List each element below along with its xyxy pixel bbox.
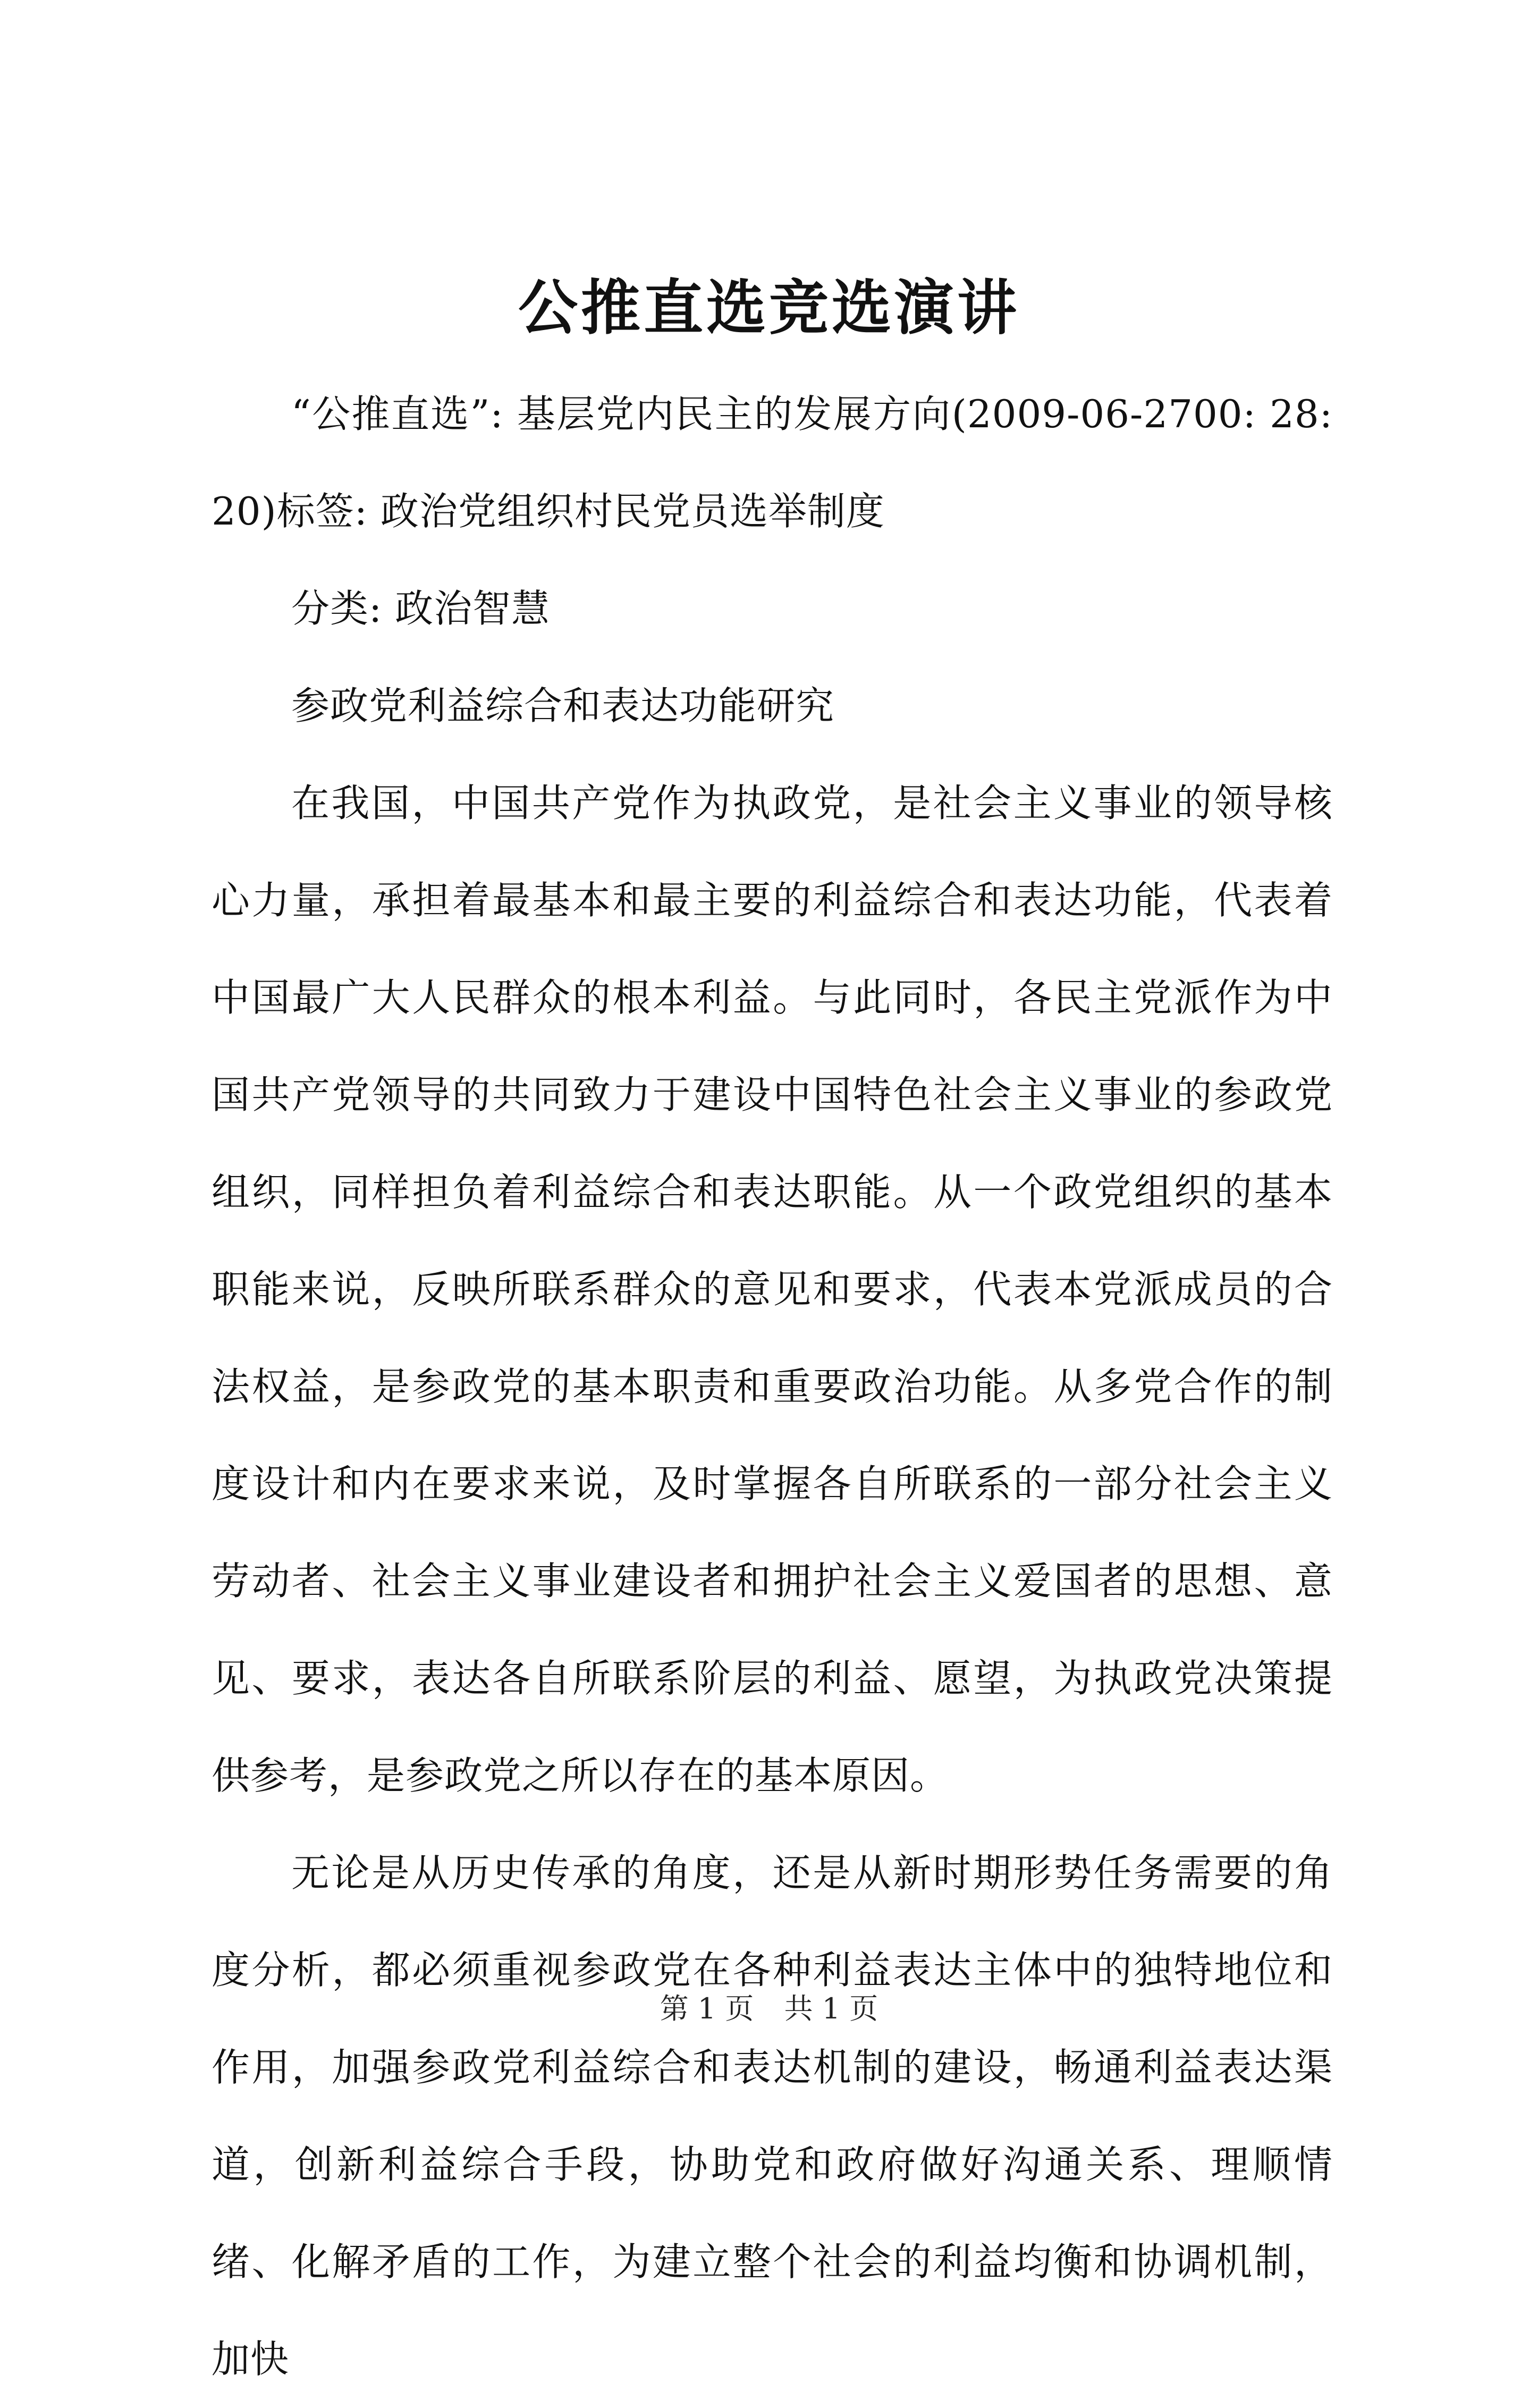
page-number: 第 1 页 bbox=[660, 1992, 754, 2025]
paragraph-body-2: 无论是从历史传承的角度，还是从新时期形势任务需要的角度分析，都必须重视参政党在各种利益表达主体中的独特地位和作用，加强参政党利益综合和表达机制的建设，畅通利益表达渠道，创新利益综合手段，协助党和政府做好沟通关系、理顺情绪、化解矛盾的工作，为建立整个社会的利益均衡和协调机制，加快 bbox=[212, 1851, 1333, 2381]
document-body bbox=[212, 366, 1333, 2408]
document-title: 公推直选竞选演讲 bbox=[518, 273, 1020, 343]
paragraph-body-1: 在我国，中国共产党作为执政党，是社会主义事业的领导核心力量，承担着最基本和最主要的利益综合和表达功能，代表着中国最广大人民群众的根本利益。与此同时，各民主党派作为中国共产党领导的共同致力于建设中国特色社会主义事业的参政党组织，同样担负着利益综合和表达职能。从一个政党组织的基本职能来说，反映所联系群众的意见和要求，代表本党派成员的合法权益，是参政党的基本职责和重要政治功能。从多党合作的制度设计和内在要求来说，及时掌握各自所联系的一部分社会主义劳动者、社会主义事业建设者和拥护社会主义爱国者的思想、意见、要求，表达各自所联系阶层的利益、愿望，为执政党决策提供参考，是参政党之所以存在的基本原因。 bbox=[212, 781, 1333, 1798]
paragraph-source-line: “公推直选”: 基层党内民主的发展方向(2009-06-2700: 28: 20)标签: 政治党组织村民党员选举制度 bbox=[212, 392, 1333, 534]
paragraph-subtitle: 参政党利益综合和表达功能研究 bbox=[291, 683, 835, 728]
paragraph-category: 分类: 政治智慧 bbox=[291, 586, 551, 631]
page-total: 共 1 页 bbox=[784, 1992, 878, 2025]
page-footer bbox=[0, 1988, 1538, 2030]
